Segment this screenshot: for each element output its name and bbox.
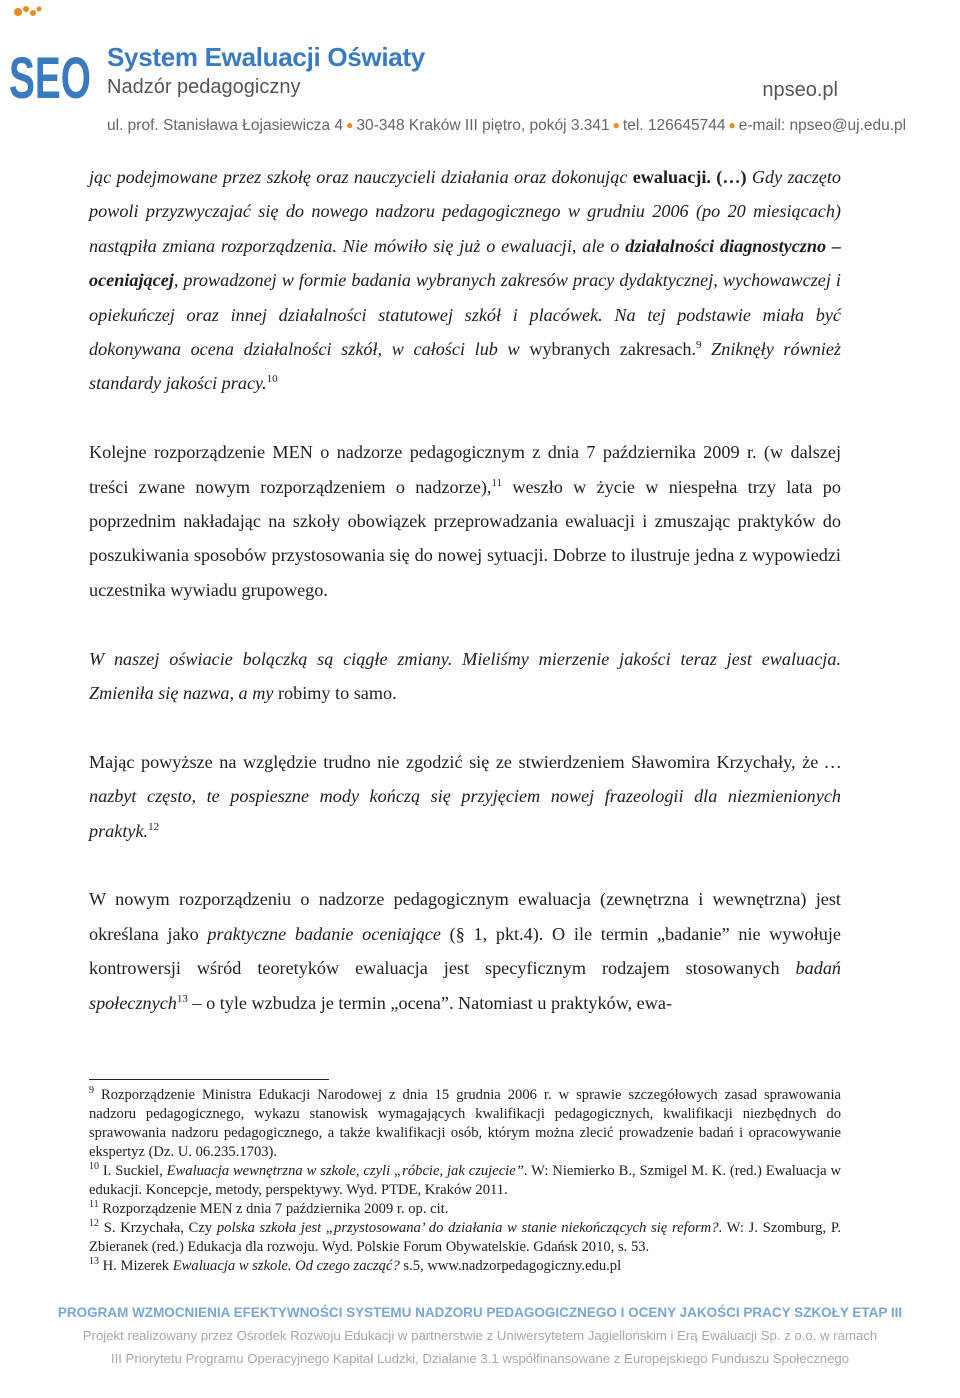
footnote-text: I. Suckiel, bbox=[99, 1163, 167, 1179]
paragraph-4 bbox=[89, 745, 841, 848]
footnote-12 bbox=[89, 1219, 841, 1257]
footer-program-title: PROGRAM WZMOCNIENIA EFEKTYWNOŚCI SYSTEMU NADZORU PEDAGOGICZNEGO I OCENY JAKOŚCI PRACY SZKOŁY ETAP III bbox=[57, 1305, 903, 1320]
text-run: weszło w życie w niespełna trzy lata po poprzednim nakładając na szkoły obowiązek przeprowadzania ewaluacji i zmuszając praktyków do poszukiwania sposobów przystosowania się do nowej sytuacji. Dobrze to ilustruje jedna z wypowiedzi uczestnika wywiadu grupowego. bbox=[89, 476, 841, 600]
text-run: Gdy zaczęto powoli przyzwyczajać się do nowego nadzoru pedagogicznego w grudniu 2006 (po 20 miesiącach) nastąpiła zmiana rozporządzenia. Nie mówiło się już o ewaluacji, ale o bbox=[89, 167, 842, 256]
text-run: W nowym rozporządzeniu o nadzorze pedagogicznym ewaluacja (zewnętrzna i wewnętrzna) jest określana jako bbox=[89, 889, 841, 944]
main-content bbox=[89, 160, 841, 1020]
footnote-number: 9 bbox=[89, 1085, 94, 1096]
paragraph-3-quote bbox=[89, 642, 841, 711]
seo-logo bbox=[6, 6, 94, 111]
text-run: Mając powyższe na względzie trudno nie zgodzić się ze stwierdzeniem Sławomira Krzychały, że bbox=[89, 751, 825, 772]
text-run: W naszej oświacie bolączką są ciągłe zmiany. Mieliśmy mierzenie jakości teraz jest ewaluacja. Zmieniła się nazwa, a my bbox=[89, 648, 841, 704]
footnote-text: H. Mizerek bbox=[99, 1258, 173, 1274]
page-footer bbox=[0, 1305, 960, 1366]
footnote-text: . W: Niemierko B., Szmigel M. K. (red.) Ewaluacja w edukacji. Koncepcje, metody, perspektywy. Wyd. PTDE, Kraków 2011. bbox=[89, 1163, 841, 1198]
text-run: robimy to samo. bbox=[273, 683, 397, 704]
footnote-text: S. Krzychała, Czy bbox=[99, 1220, 217, 1236]
footnote-ref[interactable]: 11 bbox=[491, 476, 503, 489]
footnote-10 bbox=[89, 1162, 841, 1200]
footnote-number: 10 bbox=[89, 1161, 99, 1172]
text-run-bold: ewaluacji. (…) bbox=[632, 167, 752, 187]
text-run: wybranych zakresach. bbox=[529, 339, 696, 360]
footnote-ref[interactable]: 10 bbox=[266, 373, 278, 386]
footnote-text: . W: J. Szomburg, P. Zbieranek (red.) Edukacja dla rozwoju. Wyd. Polskie Forum Obywatelskie. Gdańsk 2010, s. 53. bbox=[89, 1220, 841, 1255]
address-street: ul. prof. Stanisława Łojasiewicza 4 bbox=[107, 117, 344, 134]
bullet-icon: ● bbox=[612, 118, 620, 132]
address-bar bbox=[107, 117, 906, 135]
footnote-text: Rozporządzenie MEN z dnia 7 października 2009 r. op. cit. bbox=[98, 1201, 449, 1217]
text-run: badań społecznych bbox=[89, 958, 841, 1013]
footnote-number: 11 bbox=[89, 1199, 99, 1210]
footnote-text: Ewaluacja wewnętrzna w szkole, czyli „róbcie, jak czujecie” bbox=[166, 1163, 524, 1179]
brand-title: System Ewaluacji Oświaty bbox=[107, 42, 425, 72]
address-phone: tel. 126645744 bbox=[622, 117, 726, 134]
footnotes bbox=[89, 1086, 841, 1276]
bullet-icon: ● bbox=[728, 118, 736, 132]
bullet-icon: ● bbox=[346, 118, 354, 132]
footer-funding-line: III Priorytetu Programu Operacyjnego Kapitał Ludzki, Działanie 3.1 współfinansowane z Europejskiego Funduszu Społecznego bbox=[110, 1351, 850, 1366]
footnote-11 bbox=[89, 1200, 841, 1219]
text-run: jąc podejmowane przez szkołę oraz nauczycieli działania oraz dokonując bbox=[89, 167, 633, 187]
footnote-ref[interactable]: 9 bbox=[696, 339, 702, 352]
text-run: Kolejne rozporządzenie MEN o nadzorze pedagogicznym z dnia 7 października 2009 r. (w dalszej treści zwane nowym rozporządzeniem o nadzorze), bbox=[89, 442, 841, 497]
text-run: – o tyle wzbudza je termin „ocena”. Natomiast u praktyków, ewa- bbox=[187, 992, 673, 1013]
footnote-ref[interactable]: 13 bbox=[176, 992, 188, 1005]
text-run: Zniknęły również standardy jakości pracy. bbox=[89, 339, 841, 394]
footnote-text: Ewaluacja w szkole. Od czego zacząć? bbox=[172, 1258, 400, 1274]
address-email[interactable]: e-mail: npseo@uj.edu.pl bbox=[738, 117, 907, 134]
text-run: praktyczne badanie oceniające bbox=[207, 923, 441, 944]
brand-subtitle: Nadzór pedagogiczny bbox=[107, 76, 301, 98]
text-run-bold: działalności diagnostyczno – oceniającej bbox=[89, 235, 841, 291]
paragraph-2 bbox=[89, 435, 841, 607]
footnote-text[interactable]: s.5, www.nadzorpedagogiczny.edu.pl bbox=[399, 1258, 622, 1274]
logo-text: SEO bbox=[9, 46, 91, 111]
footnote-ref[interactable]: 12 bbox=[148, 820, 160, 833]
footnote-9 bbox=[89, 1086, 841, 1162]
text-run: , prowadzonej w formie badania wybranych zakresów pracy dydaktycznej, wychowawczej i opiekuńczej oraz innej działalności statutowej szkół i placówek. Na tej podstawie miała być dokonywana ocena działalności szkół, w całości lub w bbox=[89, 270, 841, 360]
page-header bbox=[0, 0, 960, 145]
footnote-number: 12 bbox=[89, 1218, 99, 1229]
website-link[interactable]: npseo.pl bbox=[762, 79, 838, 101]
address-city: 30-348 Kraków III piętro, pokój 3.341 bbox=[356, 117, 610, 134]
footnote-text: polska szkoła jest „przystosowana’ do działania w stanie niekończących się reform? bbox=[216, 1220, 719, 1236]
text-run: (§ 1, pkt.4). O ile termin „badanie” nie wywołuje kontrowersji wśród teoretyków ewaluacja jest specyficznym rodzajem stosowanych bbox=[89, 923, 841, 979]
paragraph-5 bbox=[89, 882, 841, 1020]
footnote-13 bbox=[89, 1257, 841, 1276]
footnote-text: Rozporządzenie Ministra Edukacji Narodowej z dnia 15 grudnia 2006 r. w sprawie szczegółowych zasad sprawowania nadzoru pedagogicznego, wykazu stanowisk wymagających kwalifikacji pedagogicznych, kwalifikacji niezbędnych do sprawowania nadzoru pedagogicznego, a także kwalifikacji osób, którym można zlecić prowadzenie badań i opracowywanie ekspertyz (Dz. U. 06.235.1703). bbox=[89, 1087, 841, 1160]
footnote-divider bbox=[89, 1079, 329, 1080]
footer-project-line: Projekt realizowany przez Ośrodek Rozwoju Edukacji w partnerstwie z Uniwersytetem Jagiellońskim i Erą Ewaluacji Sp. z o.o. w ramach bbox=[82, 1328, 878, 1343]
footnote-number: 13 bbox=[89, 1256, 99, 1267]
text-run: …nazbyt często, te pospieszne mody kończą się przyjęciem nowej frazeologii dla niezmienionych praktyk. bbox=[89, 751, 841, 841]
paragraph-1 bbox=[89, 160, 841, 401]
